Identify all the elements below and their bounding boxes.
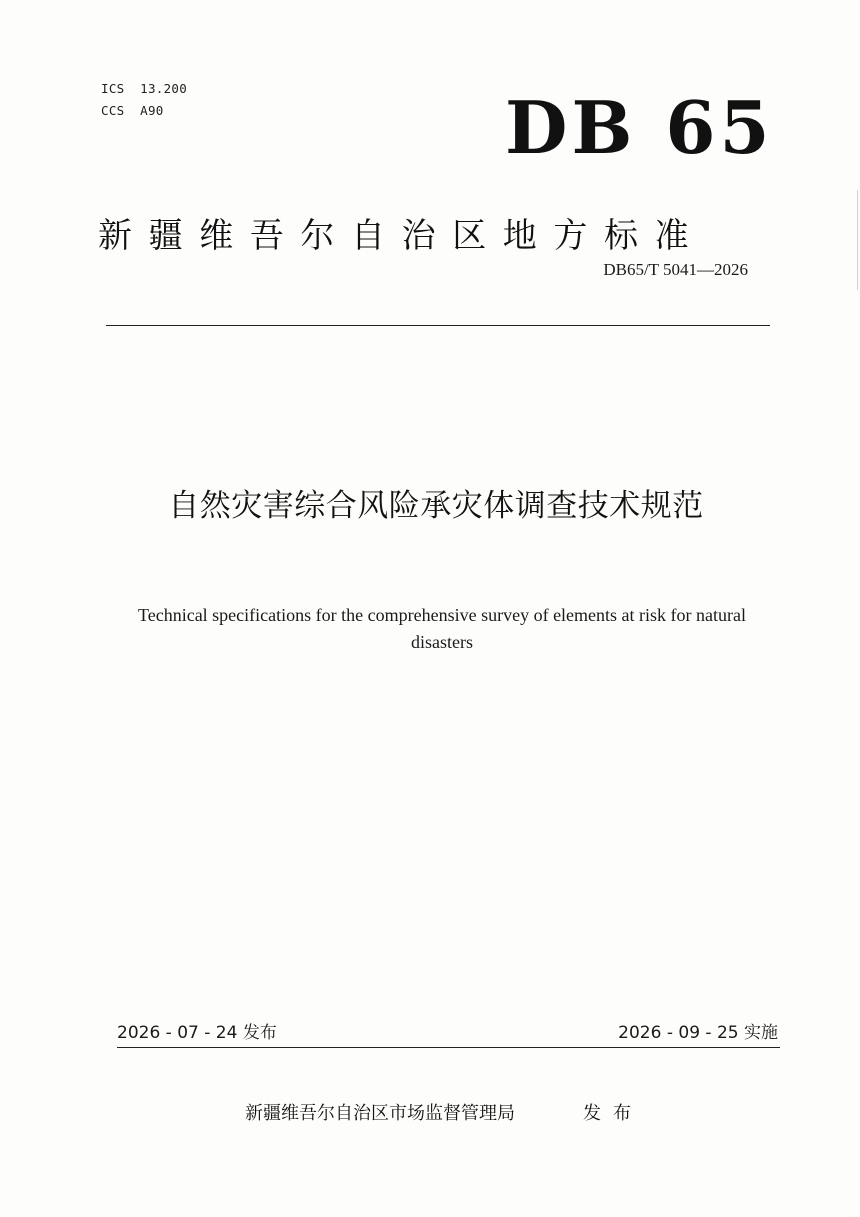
- title-chinese: 自然灾害综合风险承灾体调查技术规范: [168, 488, 704, 524]
- standard-type-heading: 新疆维吾尔自治区地方标准: [98, 216, 706, 256]
- issuing-authority: 新疆维吾尔自治区市场监督管理局: [245, 1103, 515, 1124]
- ics-code: ICS 13.200: [101, 81, 188, 96]
- issue-verb: 发布: [583, 1103, 643, 1124]
- scan-edge-mark: [857, 190, 858, 290]
- classification-codes: [101, 78, 187, 122]
- top-divider: [106, 325, 770, 326]
- standard-number: DB65/T 5041—2026: [603, 260, 748, 279]
- issue-date: 2026 - 07 - 24 发布: [117, 1023, 277, 1043]
- implementation-date: 2026 - 09 - 25 实施: [618, 1023, 778, 1043]
- db65-logo: DB 65: [505, 85, 774, 170]
- ccs-code: CCS A90: [101, 103, 164, 118]
- title-english: Technical specifications for the comprehensive survey of elements at risk for natural disasters: [137, 605, 746, 652]
- bottom-divider: [117, 1047, 780, 1048]
